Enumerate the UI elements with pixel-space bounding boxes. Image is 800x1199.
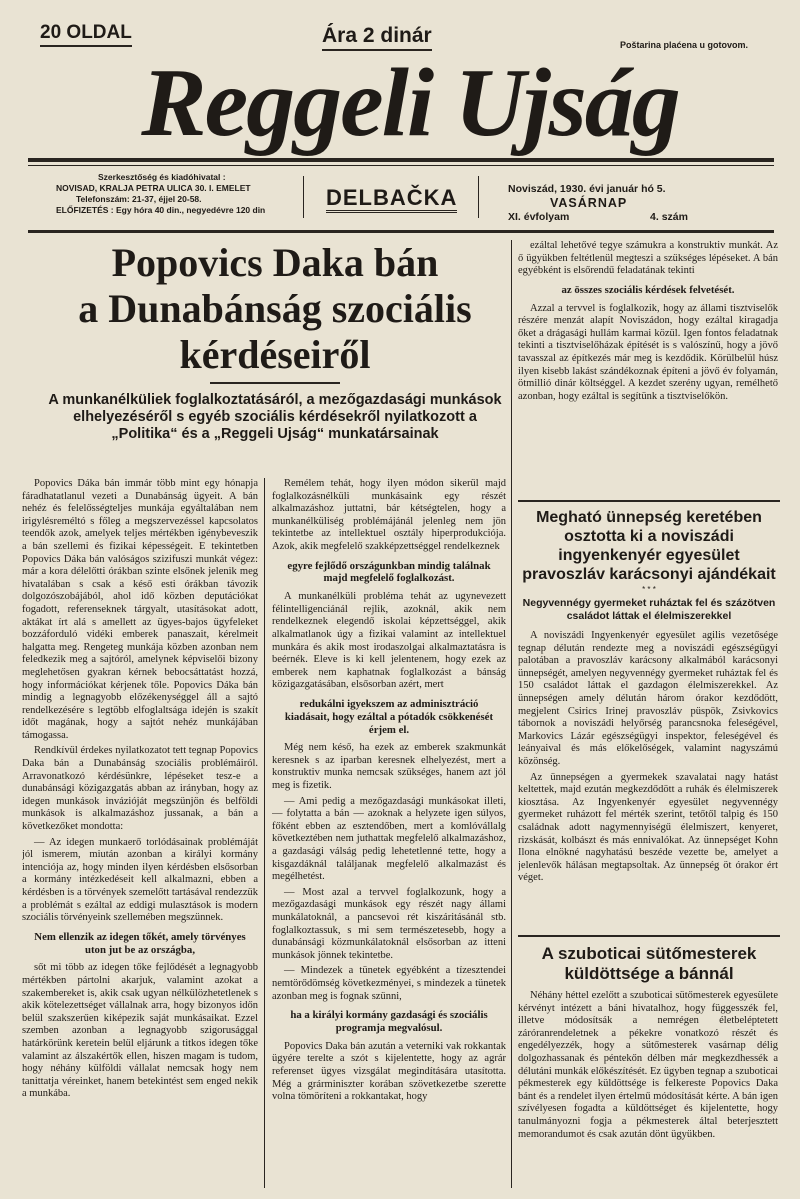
main-column-2 (272, 478, 506, 1188)
main-headline (40, 240, 510, 378)
editorial-label: Szerkesztőség és kiadóhivatal : (98, 172, 226, 182)
main-col1-para: Popovics Dáka bán immár több mint egy hónapja fáradhatatlanul vezeti a Dunabánság ügyeit. A bán nehéz és felelősségteljes munkája egyáltalában nem irigylésreméltó s főleg a megszervezéssel kapcsolatos teendők azok, amelyek teljes mértékben igénybeveszik a bán szellemi és fizikai képességeit. E tekintetben Popovics Dáka bán valóságos szizifuszi munkát végez: már a kora délelőtti órákban szinte elsőnek jelenik meg hivatalában s csak a késő esti órákban távozik dolgozószobájából, ahol idő közben deputációkat fogadott, referenseknek tárgyalt, utasításokat adott, aktákat írt alá s amellett az ügyes-bajos ügyfeleket bozzáforduló vidéki emberek panaszait, kérelmeit halgatta meg. Rengeteg munkája közben azonban nem feledkezik meg a sajtóról, amelynek képviselői bizony meglehetősen gyakran kérnek bebocsáttatást hozzá, hogy információkat kérjenek tőle. Popovics Dáka bán mindig a legnagyobb előzékenységgel áll a sajtó rendelkezésére s legtöbb elfoglaltsága idején is szakít időt magának, hogy a sajtót nehéz munkájában támogassa. (22, 478, 258, 741)
main-column-1 (22, 478, 258, 1188)
editorial-info (56, 172, 296, 216)
main-col2-para: — Most azal a tervvel foglalkozunk, hogy a mezőgazdasági munkások egy részét nagy állami munkálatoknál, a pancsevoi rét kiszáritásánál stb. foglalkoztassuk, s mi sem természetesebb, hogy a dunabánsági közmunkálatoknál elsősorban az itteni munkások jönnek tekintetbe. (272, 886, 506, 961)
column-divider-1 (264, 478, 265, 1188)
masthead-title: Reggeli Ujság (141, 49, 679, 157)
right-col-para: ezáltal lehetővé tegye számukra a konstruktiv munkát. Az ő ügyükben feltétlenül megteszi a szükséges lépéseket. A bán egyébként is elsőrendű feladatának tekinti (518, 240, 778, 277)
article2-para: A noviszádi Ingyenkenyér egyesület agilis vezetősége tegnap délután rendezte meg a noviszádi egészségügyi palotában a pravoszláv karácsony alkalmából karácsonyi ünnepségét, amelyen negyvennégy gyermeket ruháztak fel és 150 családot láttak el gazdagon élelmiszerekkel. Az ünnepségen amely délután három órakor kezdődött, megjelent Csirics Irinej pravoszláv püspök, Zsivkovics tábornok a noviszádi helyőrség parancsnoka feleségével, Markovics Lázár egészségügyi inspektor, feleségével és leányaival és más előkelőségek, valamint nagyszámú közönség. (518, 630, 778, 767)
issue-number: 4. szám (650, 211, 688, 223)
main-col2-para: Még nem késő, ha ezek az emberek szakmunkát keresnek s az iparban keresnek elhelyezést, mert a konstruktiv munka nemcsak szükséges, hanem azt jól meg is fizetik. (272, 742, 506, 792)
main-col2-subhead: ha a királyi kormány gazdasági és szociális programja megvalósul. (290, 1009, 488, 1034)
right-col-para: Azzal a tervvel is foglalkozik, hogy az állami tisztviselők részére menzát alapít Noviszádon, hogy ezáltal kiragadja őket a drágasági hullám karmai közül. Igen fontos feladatnak tekinti a tisztviselőházak építését is s valószínű, hogy a jövő tavasszal az építkezés már meg is kezdődik. Körülbelül húsz ilyen kisebb lakást szándékoznak építeni a jövő év folyamán, ötmillió dinár költséggel. A kezdet szerény ugyan, remélhető azonban, hogy ezáltal is segítünk a tisztviselőkön. (518, 302, 778, 402)
article2-deck: Negyvennégy gyermeket ruháztak fel és százötven családot láttak el élelmiszerekkel (522, 597, 776, 622)
volume: XI. évfolyam (508, 211, 570, 223)
weekday: VASÁRNAP (550, 196, 628, 210)
right-col-subhead: az összes szociális kérdések felvetését. (561, 283, 735, 296)
page-count: 20 OLDAL (40, 22, 132, 47)
right-column-continuation (518, 240, 778, 492)
editorial-address: NOVISAD, KRALJA PETRA ULICA 30. I. EMELET (56, 183, 251, 193)
article3-headline: A szuboticai sütőmesterek küldöttsége a bánnál (541, 944, 757, 983)
headline-line-1: Popovics Daka bán (111, 240, 439, 285)
main-col1-para: — Az idegen munkaerő torlódásainak problémáját jól ismerem, miután azonban a királyi kormány intenciója az, hogy minden ilyen kérdésben elsősorban a kormány intézkedéseit kell alkalmazni, ebben a kérdésben is a törvények szemelőtt tartásával rendezzük a problémát s ezáltal az eddigi mulasztások is modern szociális törvényeink szellemében megszünnek. (22, 836, 258, 924)
article2-body (518, 630, 778, 930)
info-rule (28, 230, 774, 233)
main-col2-subhead: redukálni igyekszem az adminisztráció kiadásait, hogy ezáltal a pótadók csökkenését érjem el. (284, 697, 494, 736)
article2-para: Az ünnepségen a gyermekek szavalatai nagy hatást keltettek, majd ezután megkezdődött a ruhák és élelmiszerek kiosztása. Az Ingyenkenyér egyesület negyvennégy gyermeket ruházott fel mérték szerint, tetőtől talpig és 150 családnak adott nagymennyiségű élelmiszert, kenyeret, rizskását, kolbászt és más ennivalókat. Az ünnepséget Kohn Ilona elnökné nagyhatású beszéde vezette be, amelyet a jelenlevők hálásan megtapsoltak. Az ünnepség öt órakor ért véget. (518, 771, 778, 884)
subscription: ELŐFIZETÉS : Egy hóra 40 din., negyedévre 120 din (56, 205, 266, 215)
article2-headline: Megható ünnepség keretében osztotta ki a noviszádi ingyenkenyér egyesület pravoszláv karácsonyi ajándékait (522, 509, 776, 583)
issue-date: Noviszád, 1930. évi január hó 5. (508, 183, 666, 195)
main-col2-para: A munkanélküli probléma tehát az ugynevezett félintelligenciánál rejlik, azoknál, akik nem rendelkeznek elegendő iskolai képzettséggel, akik alkalmatlanok úgy a fizikai valamint az intellektuel munkára és akik most irodaszolgai alkalmaztatásra is beérnék. Eleve is ki kell jelentenem, hogy ezek az emberek nem kaphatnak foglalkozást a bánság közigazgatásában, elsősorban azért, mert (272, 591, 506, 691)
date-block (508, 182, 758, 224)
main-col2-para: Popovics Daka bán azután a veterniki vak rokkantak ügyére terelte a szót s kijelentette, hogy az agrár referenset ügyes vizsgálat megindítására utasította. Még a grárminiszter korában szövetkezetbe szerette volna tömöríteni a rokkantakat, hogy (272, 1040, 506, 1103)
headline-line-3: kérdéseiről (179, 332, 371, 377)
masthead-rule-thin (28, 165, 774, 166)
main-col2-para: Remélem tehát, hogy ilyen módon sikerül majd foglalkozásnélküli munkásaink egy részét alkalmazáshoz juttatni, bár kétségtelen, hogy a munkanélküliség problémájánál jelenleg nem jön tekintetbe az intellektuel osztály hiperprodukciója. Azok, akik megfelelő szakképzettséggel rendelkeznek (272, 478, 506, 552)
volume-line (508, 210, 688, 224)
info-divider-left (303, 176, 304, 218)
postage-note: Poštarina plaćena u gotovom. (620, 40, 749, 50)
masthead-rule (28, 158, 774, 162)
main-col1-para: Rendkívül érdekes nyilatkozatot tett tegnap Popovics Daka bán a Dunabánság szociális problémáiról. Arravonatkozó kérdésünkre, lépéseket tesz-e a dunabánsági közigazgatás abban az irányban, hogy az idegen munkások invázióját megszünjön és belföldi munkások is alkalmazáshoz jussanak, a bán a következőket mondotta: (22, 745, 258, 833)
main-deck: A munkanélküliek foglalkoztatásáról, a mezőgazdasági munkások elhelyezéséről s egyéb szociális kérdésekről nyilatkozott a „Politika“ és a „Reggeli Ujság“ munkatársainak (48, 392, 502, 442)
price: Ára 2 dinár (322, 24, 432, 51)
main-col1-para: sőt mi több az idegen tőke fejlődését a legnagyobb mértékben pártolni akarjuk, valamint azokat a szakembereket is, akik csak ugyan nélkülözhetetlenek s akik kötelezettséget vállalnak arra, hogy bizonyos időn belül szakszerűen kiképezik saját munkásaikat. Ezzel szemben azonban a legnagyobb szigorusággal határkörünk keretein belül eljárunk a titkos idegen tőke valamint az álszakértők ellen, hiszen magam is tudom, hogy néhány külföldi vállalat nemcsak hogy nem tanittatja véreinket, hanem betekintést sem enged nekik a munkába. (22, 962, 258, 1100)
main-col2-subhead: egyre fejlődő országunkban mindig találnak majd megfelelő foglalkozást. (287, 559, 491, 585)
column-divider-2 (511, 240, 512, 1188)
info-divider-right (478, 176, 479, 218)
article3-body (518, 990, 778, 1188)
brand-logo: DELBAČKA (326, 186, 457, 213)
article3-para: Néhány héttel ezelőtt a szuboticai sütőmesterek egyesülete kérvényt intézett a báni hivatalhoz, hogy függesszék fel, illetve módosítsák a nemrégen életbeléptetett záróranrendeletnek a pékekre vonatkozó részét és engedélyezzék, hogy a sütőmesterek vasárnap délig dolgozhassanak és péntekőn délben már megkezdhessék a délutáni munkák előkészítését. Ez ügyben tegnap a szuboticai pékmesterek egy küldöttsége is felkereste Popovics Daka bánt és a rendelet ilyen értelmű módosítását kérte. A bán igen szívélyesen fogadta a küldöttséget és kijelentette, hogy tanulmányozni fogja a pékmesterek által beterjesztett memorandumot és csak azután dönt ügyükben. (518, 990, 778, 1140)
main-col1-subhead: Nem ellenzik az idegen tőkét, amely törvényes uton jut be az országba, (34, 930, 246, 956)
editorial-phone: Telefonszám: 21-37, éjjel 20-58. (76, 194, 202, 204)
right-rule-2 (518, 935, 780, 937)
main-col2-para: — Mindezek a tünetek egyébként a tízesztendei nemtörődömség következményei, s mindezek a tünetek azonban meg is fognak szünni, (272, 965, 506, 1002)
article2-ornament: * * * (642, 585, 656, 594)
headline-rule (210, 382, 340, 384)
right-rule-1 (518, 500, 780, 502)
main-col2-para: — Ami pedig a mezőgazdasági munkásokat illeti, — folytatta a bán — azoknak a helyzete igen súlyos, főként ebben az esztendőben, mert a komlóvállalg következtében nem juthattak megfelelő alkalmazáshoz, a gazdasági válság pedig lehetetlenné tette, hogy a kisgazdáknál találjanak megfelelő alkalmazást és megélhetést. (272, 795, 506, 883)
headline-line-2: a Dunabánság szociális (78, 286, 472, 331)
